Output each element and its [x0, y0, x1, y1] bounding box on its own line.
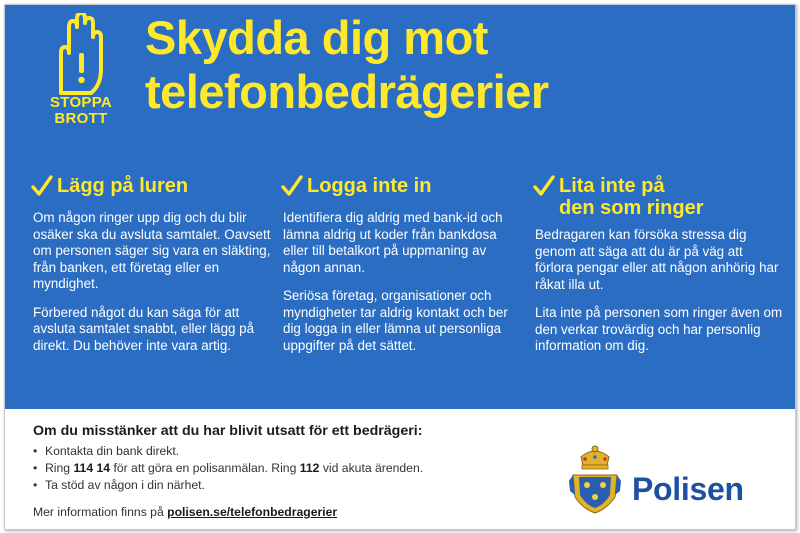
list-item: • Kontakta din bank direkt. [33, 444, 180, 458]
column-title-line-1: Lita inte på [559, 175, 665, 197]
police-crest-icon [567, 441, 623, 519]
column-title: Logga inte in [307, 175, 432, 197]
info-title: Om du misstänker att du har blivit utsatt för ett bedrägeri: [33, 423, 423, 439]
logo-line-2: BROTT [54, 110, 108, 127]
column-title-line-2: den som ringer [559, 197, 704, 219]
column-title: Lägg på luren [57, 175, 189, 197]
polisen-wordmark: Polisen [632, 471, 744, 507]
more-info: Mer information finns på polisen.se/telefonbedragerier [33, 505, 338, 519]
poster [4, 4, 796, 530]
info-panel [5, 409, 795, 529]
logo-line-1: STOPPA [49, 94, 113, 111]
column-paragraph: Förbered något du kan säga för att avsluta samtalet snabbt, eller lägg på direkt. Du behöver inte vara artig. [33, 304, 255, 353]
column-dont-trust-caller [535, 175, 783, 367]
column-paragraph: Om någon ringer upp dig och du blir osäker ska du avsluta samtalet. Oavsett om personen säger sig vara en släkting, från banken, ett företag eller en myndighet. [33, 210, 271, 291]
column-paragraph: Identifiera dig aldrig med bank-id och lämna aldrig ut koder från bankdosa eller till betalkort på uppmaning av någon annan. [283, 210, 503, 275]
info-list [33, 443, 423, 494]
checkmark-icon [31, 175, 57, 202]
list-item: • Ta stöd av någon i din närhet. [33, 478, 205, 492]
column-heading [33, 175, 275, 202]
page-title [145, 11, 785, 119]
info-link[interactable]: polisen.se/telefonbedragerier [167, 505, 338, 519]
column-heading [283, 175, 525, 202]
list-item: • Ring 114 14 för att göra en polisanmälan. Ring 112 vid akuta ärenden. [33, 461, 424, 475]
phone-number: 114 14 [73, 461, 111, 475]
checkmark-icon [533, 175, 559, 202]
stoppa-brott-logo [31, 13, 131, 131]
column-paragraph: Seriösa företag, organisationer och myndigheter tar aldrig kontakt och ber dig logga in eller lämna ut personliga uppgifter på det sättet. [283, 288, 508, 353]
headline-line-2: telefonbedrägerier [145, 65, 549, 118]
column-hang-up [33, 175, 275, 366]
headline-line-1: Skydda dig mot [145, 11, 488, 64]
checkmark-icon [281, 175, 307, 202]
emergency-number: 112 [299, 461, 320, 475]
column-dont-log-in [283, 175, 525, 366]
column-title [559, 175, 783, 219]
column-paragraph: Lita inte på personen som ringer även om den verkar trovärdig och har personlig information om dig. [535, 305, 783, 353]
blue-panel [5, 5, 795, 409]
column-heading [535, 175, 783, 219]
stop-hand-icon [31, 13, 131, 97]
column-paragraph: Bedragaren kan försöka stressa dig genom att säga att du är på väg att förlora pengar eller att någon anhörig har råkat illa ut. [535, 227, 779, 292]
